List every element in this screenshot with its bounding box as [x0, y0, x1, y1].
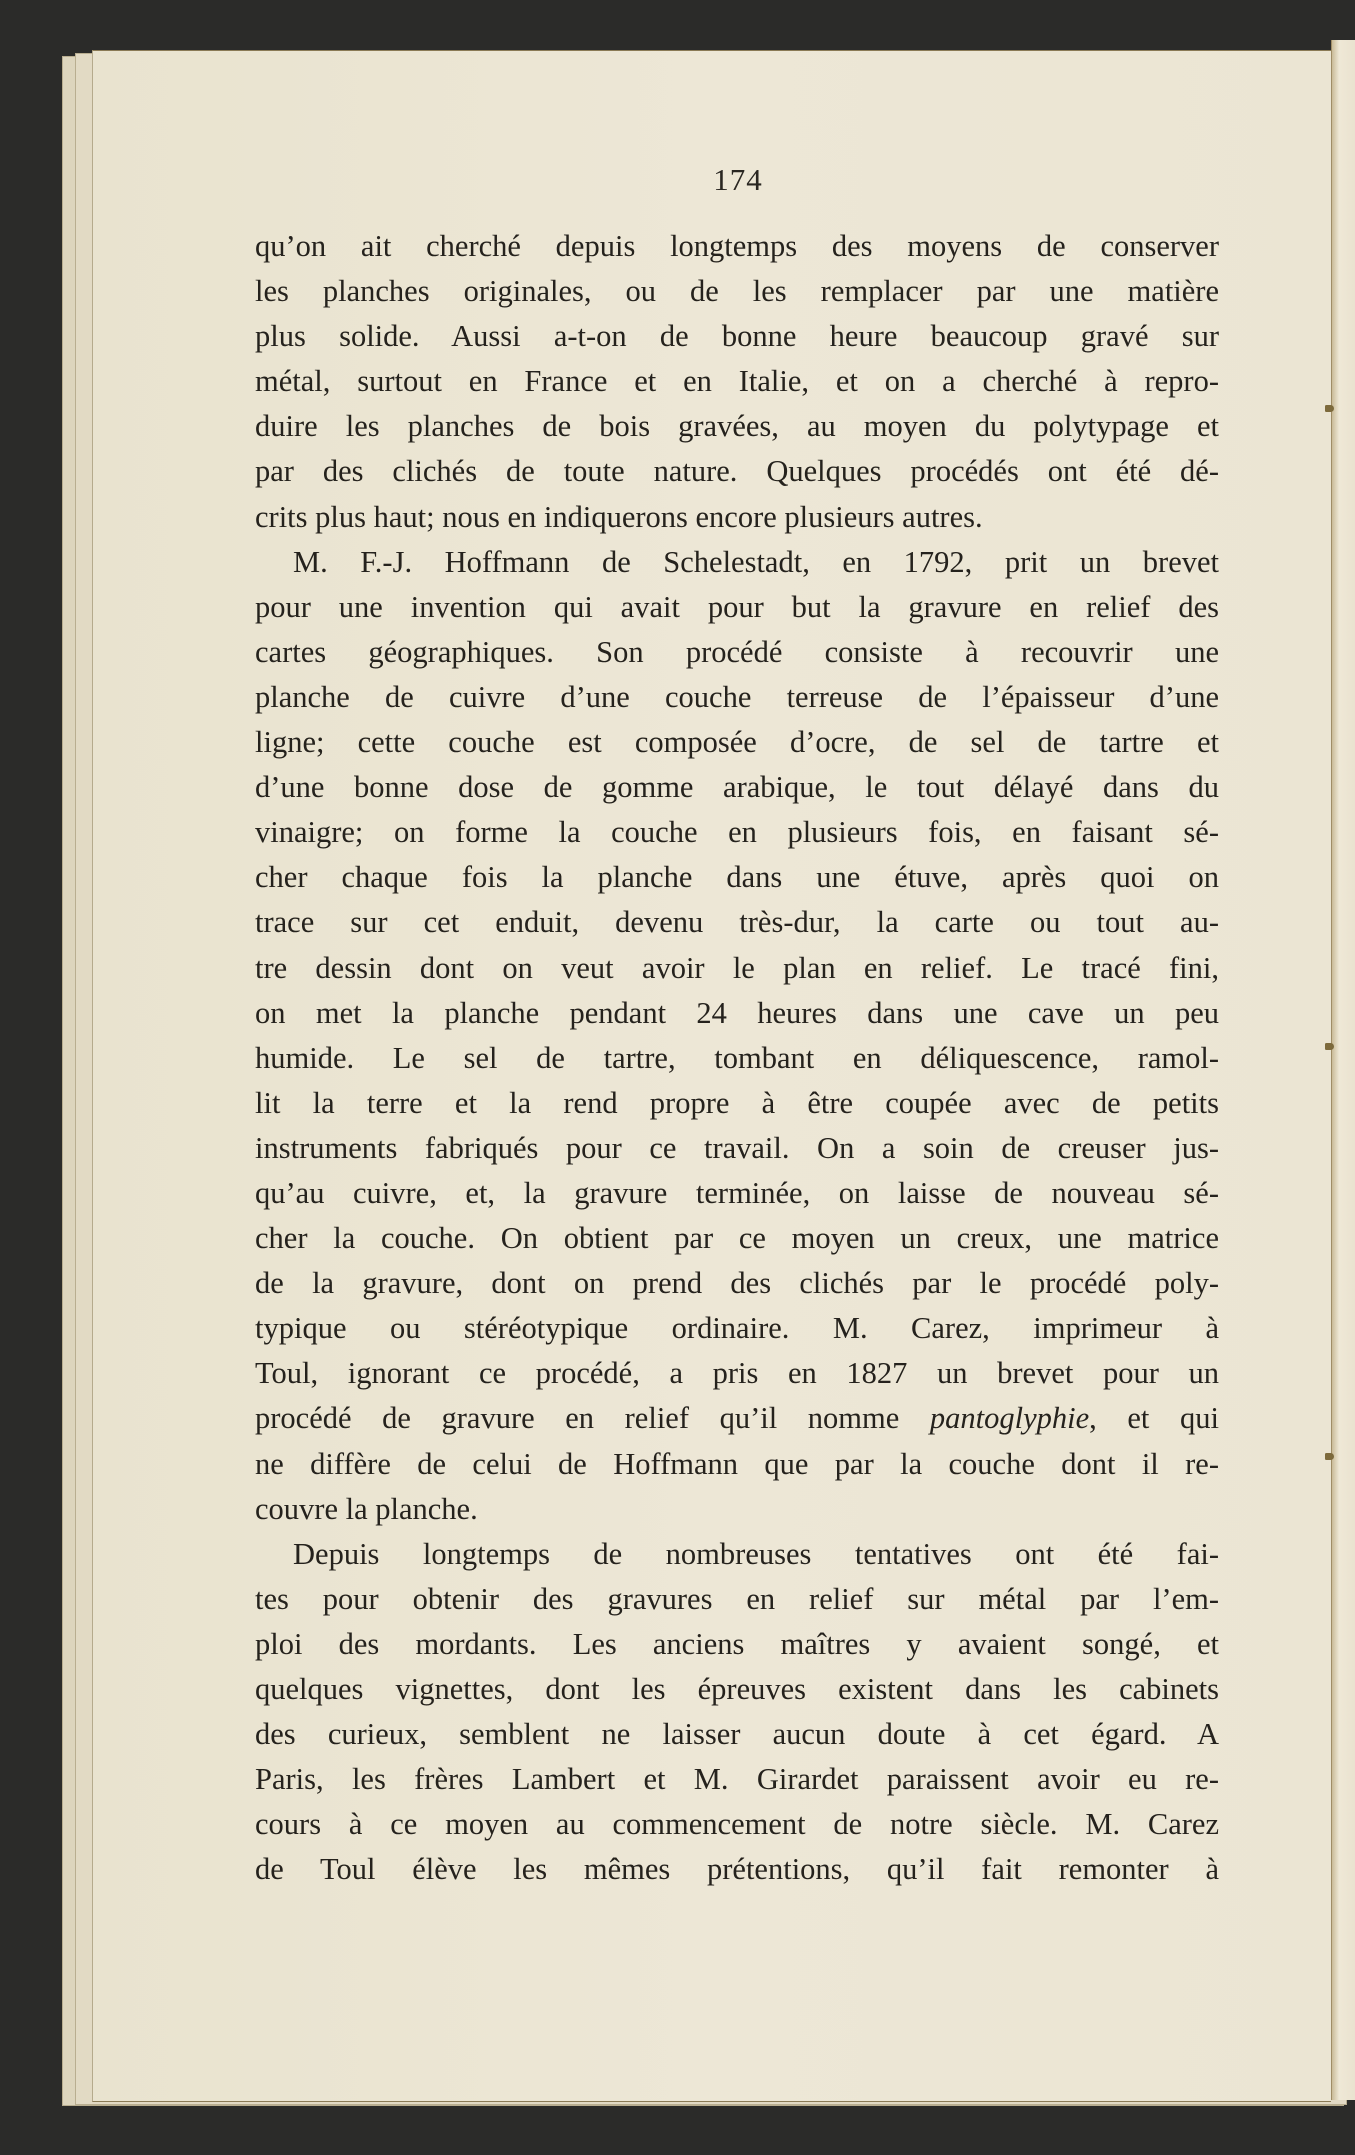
text-line: Depuis longtemps de nombreuses tentatives ont été fai- [293, 1536, 1219, 1571]
text-line: qu’au cuivre, et, la gravure terminée, on laisse de nouveau sé- [255, 1175, 1219, 1210]
page-number: 174 [713, 162, 763, 197]
text-line: de la gravure, dont on prend des clichés par le procédé poly- [255, 1266, 1219, 1301]
text-line: M. F.-J. Hoffmann de Schelestadt, en 1792, prit un brevet [293, 544, 1219, 579]
text-line: des curieux, semblent ne laisser aucun doute à cet égard. A [255, 1717, 1219, 1752]
binding-thread-hole [1325, 1043, 1334, 1050]
text-line: ne diffère de celui de Hoffmann que par la couche dont il re- [255, 1446, 1219, 1481]
text-line: ligne; cette couche est composée d’ocre, de sel de tartre et [255, 725, 1219, 760]
text-line: cartes géographiques. Son procédé consiste à recouvrir une [255, 634, 1219, 669]
text-line: ploi des mordants. Les anciens maîtres y avaient songé, et [255, 1626, 1219, 1661]
text-line: cher la couche. On obtient par ce moyen un creux, une matrice [255, 1221, 1219, 1256]
text-line: typique ou stéréotypique ordinaire. M. Carez, imprimeur à [255, 1311, 1219, 1346]
text-line: d’une bonne dose de gomme arabique, le tout délayé dans du [255, 770, 1219, 805]
italic-term: pantoglyphie [929, 1401, 1090, 1436]
binding-thread-hole [1325, 405, 1334, 412]
text-line-with-italic [255, 1396, 1219, 1441]
paragraph-2 [255, 540, 1219, 1532]
text-line: tes pour obtenir des gravures en relief sur métal par l’em- [255, 1581, 1219, 1616]
text-line: de Toul élève les mêmes prétentions, qu’il fait remonter à [255, 1852, 1219, 1887]
text-line: humide. Le sel de tartre, tombant en déliquescence, ramol- [255, 1040, 1219, 1075]
text-line: par des clichés de toute nature. Quelques procédés ont été dé- [255, 454, 1219, 489]
paragraph-3 [255, 1532, 1219, 1893]
text-line: les planches originales, ou de les remplacer par une matière [255, 274, 1219, 309]
text-line: cours à ce moyen au commencement de notre siècle. M. Carez [255, 1807, 1219, 1842]
text-line: vinaigre; on forme la couche en plusieurs fois, en faisant sé- [255, 815, 1219, 850]
text-line: cher chaque fois la planche dans une étuve, après quoi on [255, 860, 1219, 895]
text-line: Paris, les frères Lambert et M. Girardet paraissent avoir eu re- [255, 1762, 1219, 1797]
text-line: planche de cuivre d’une couche terreuse de l’épaisseur d’une [255, 679, 1219, 714]
text-line: tre dessin dont on veut avoir le plan en relief. Le tracé fini, [255, 950, 1219, 985]
text-line: qu’on ait cherché depuis longtemps des moyens de conserver [255, 229, 1219, 263]
text-line: trace sur cet enduit, devenu très-dur, la carte ou tout au- [255, 905, 1219, 940]
text-line: pour une invention qui avait pour but la gravure en relief des [255, 589, 1219, 624]
text-line: quelques vignettes, dont les épreuves existent dans les cabinets [255, 1672, 1219, 1706]
text-line: Toul, ignorant ce procédé, a pris en 1827 un brevet pour un [255, 1356, 1219, 1391]
text-line: plus solide. Aussi a-t-on de bonne heure beaucoup gravé sur [255, 319, 1219, 354]
paragraph-1 [255, 224, 1219, 540]
text-line: couvre la planche. [255, 1491, 478, 1526]
body-text [255, 224, 1219, 1892]
text-line: métal, surtout en France et en Italie, et on a cherché à repro- [255, 364, 1219, 399]
text-line: crits plus haut; nous en indiquerons encore plusieurs autres. [255, 499, 983, 534]
facing-page-edge [1331, 40, 1355, 2100]
text-line: on met la planche pendant 24 heures dans une cave un peu [255, 995, 1219, 1030]
text-segment: , et qui [1089, 1401, 1219, 1436]
text-line: lit la terre et la rend propre à être coupée avec de petits [255, 1085, 1219, 1120]
text-segment: procédé de gravure en relief qu’il nomme [255, 1401, 900, 1436]
binding-thread-hole [1325, 1453, 1334, 1460]
text-line: duire les planches de bois gravées, au moyen du polytypage et [255, 409, 1219, 444]
text-line: instruments fabriqués pour ce travail. On a soin de creuser jus- [255, 1130, 1219, 1165]
